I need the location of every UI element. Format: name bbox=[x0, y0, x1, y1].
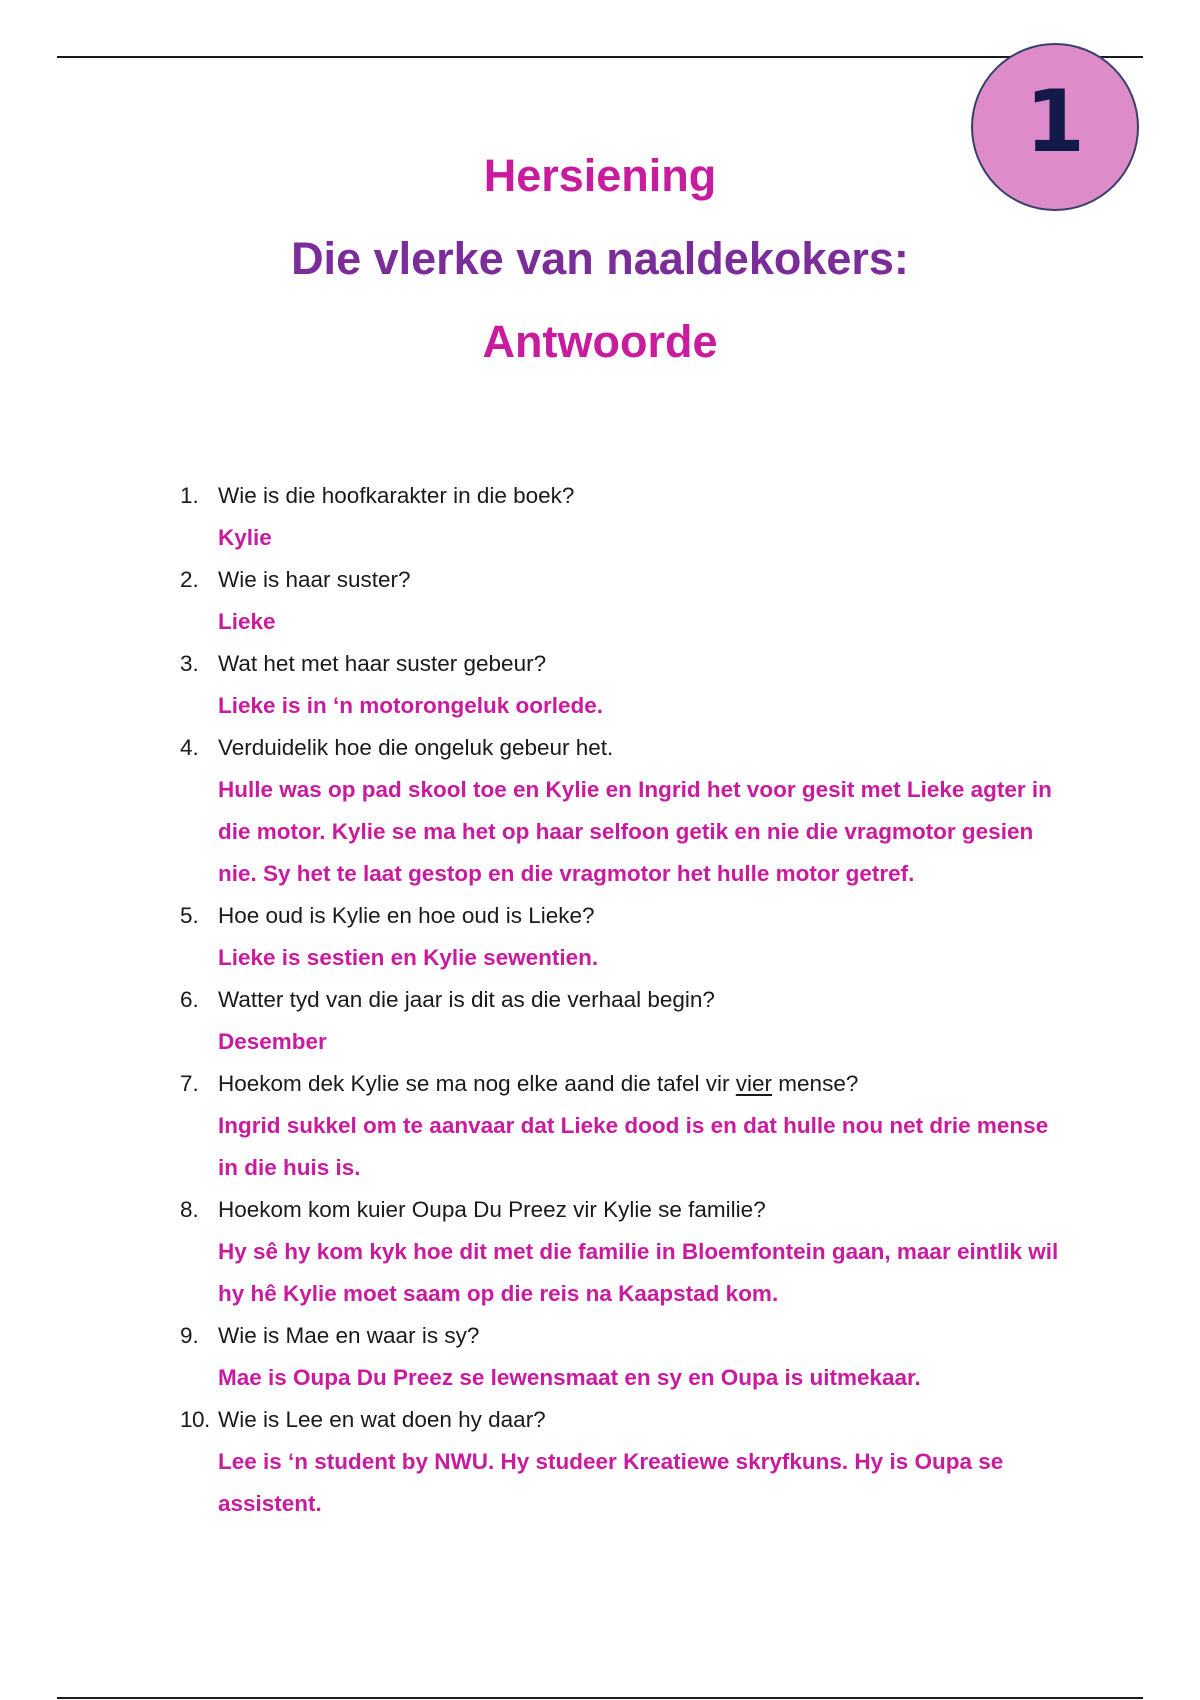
list-item bbox=[180, 1189, 1060, 1315]
question bbox=[180, 1399, 1060, 1441]
question-text: Wat het met haar suster gebeur? bbox=[218, 651, 547, 676]
list-item bbox=[180, 727, 1060, 895]
underlined-word: vier bbox=[735, 1071, 773, 1096]
question-number: 7. bbox=[180, 1071, 199, 1096]
question-number: 6. bbox=[180, 987, 199, 1012]
question-number: 1. bbox=[180, 483, 199, 508]
answer: Lieke is sestien en Kylie sewentien. bbox=[218, 945, 599, 970]
question-text: Verduidelik hoe die ongeluk gebeur het. bbox=[218, 735, 614, 760]
question-text: Watter tyd van die jaar is dit as die verhaal begin? bbox=[218, 987, 715, 1012]
question-number: 10. bbox=[180, 1407, 210, 1432]
question-number: 9. bbox=[180, 1323, 199, 1348]
list-item bbox=[180, 559, 1060, 643]
answer: Desember bbox=[218, 1029, 327, 1054]
question-text: Wie is Lee en wat doen hy daar? bbox=[218, 1407, 546, 1432]
question-text: Wie is die hoofkarakter in die boek? bbox=[218, 483, 575, 508]
answer: Lee is ‘n student by NWU. Hy studeer Kreatiewe skryfkuns. Hy is Oupa se assistent. bbox=[218, 1449, 1004, 1516]
question-number: 4. bbox=[180, 735, 199, 760]
question bbox=[180, 727, 1060, 769]
answer: Lieke is in ‘n motorongeluk oorlede. bbox=[218, 693, 604, 718]
answer: Mae is Oupa Du Preez se lewensmaat en sy en Oupa is uitmekaar. bbox=[218, 1365, 921, 1390]
question-text-after: mense? bbox=[772, 1071, 859, 1096]
question-list bbox=[180, 475, 1060, 1525]
badge-number: 1 bbox=[1025, 72, 1085, 172]
title-line-2: Die vlerke van naaldekokers: bbox=[291, 233, 909, 284]
list-item bbox=[180, 1063, 1060, 1189]
question-text: Wie is haar suster? bbox=[218, 567, 411, 592]
list-item bbox=[180, 979, 1060, 1063]
question bbox=[180, 979, 1060, 1021]
question bbox=[180, 475, 1060, 517]
question-text-before: Hoekom dek Kylie se ma nog elke aand die tafel vir bbox=[218, 1071, 736, 1096]
list-item bbox=[180, 475, 1060, 559]
question bbox=[180, 895, 1060, 937]
question bbox=[180, 559, 1060, 601]
answer: Ingrid sukkel om te aanvaar dat Lieke dood is en dat hulle nou net drie mense in die huis is. bbox=[218, 1113, 1049, 1180]
bottom-rule bbox=[57, 1697, 1143, 1699]
top-rule bbox=[57, 56, 1143, 58]
question-number: 3. bbox=[180, 651, 199, 676]
list-item bbox=[180, 895, 1060, 979]
question bbox=[180, 1063, 1060, 1105]
title-line-3: Antwoorde bbox=[482, 316, 718, 367]
question-text: Wie is Mae en waar is sy? bbox=[218, 1323, 480, 1348]
question-text: Hoekom kom kuier Oupa Du Preez vir Kylie se familie? bbox=[218, 1197, 766, 1222]
list-item bbox=[180, 643, 1060, 727]
question-number: 2. bbox=[180, 567, 199, 592]
answer: Kylie bbox=[218, 525, 272, 550]
answer: Lieke bbox=[218, 609, 276, 634]
title-line-1: Hersiening bbox=[483, 150, 717, 201]
question bbox=[180, 1315, 1060, 1357]
question bbox=[180, 1189, 1060, 1231]
list-item bbox=[180, 1399, 1060, 1525]
answer: Hulle was op pad skool toe en Kylie en Ingrid het voor gesit met Lieke agter in die motor. Kylie se ma het op haar selfoon getik en nie die vragmotor gesien nie. Sy het te laat gestop en die vragmotor het hulle motor getref. bbox=[218, 777, 1052, 886]
question-text: Hoe oud is Kylie en hoe oud is Lieke? bbox=[218, 903, 595, 928]
question-text bbox=[218, 1063, 858, 1105]
list-item bbox=[180, 1315, 1060, 1399]
question-number: 5. bbox=[180, 903, 199, 928]
question bbox=[180, 643, 1060, 685]
answer: Hy sê hy kom kyk hoe dit met die familie in Bloemfontein gaan, maar eintlik wil hy hê Kylie moet saam op die reis na Kaapstad kom. bbox=[218, 1239, 1059, 1306]
question-number: 8. bbox=[180, 1197, 199, 1222]
